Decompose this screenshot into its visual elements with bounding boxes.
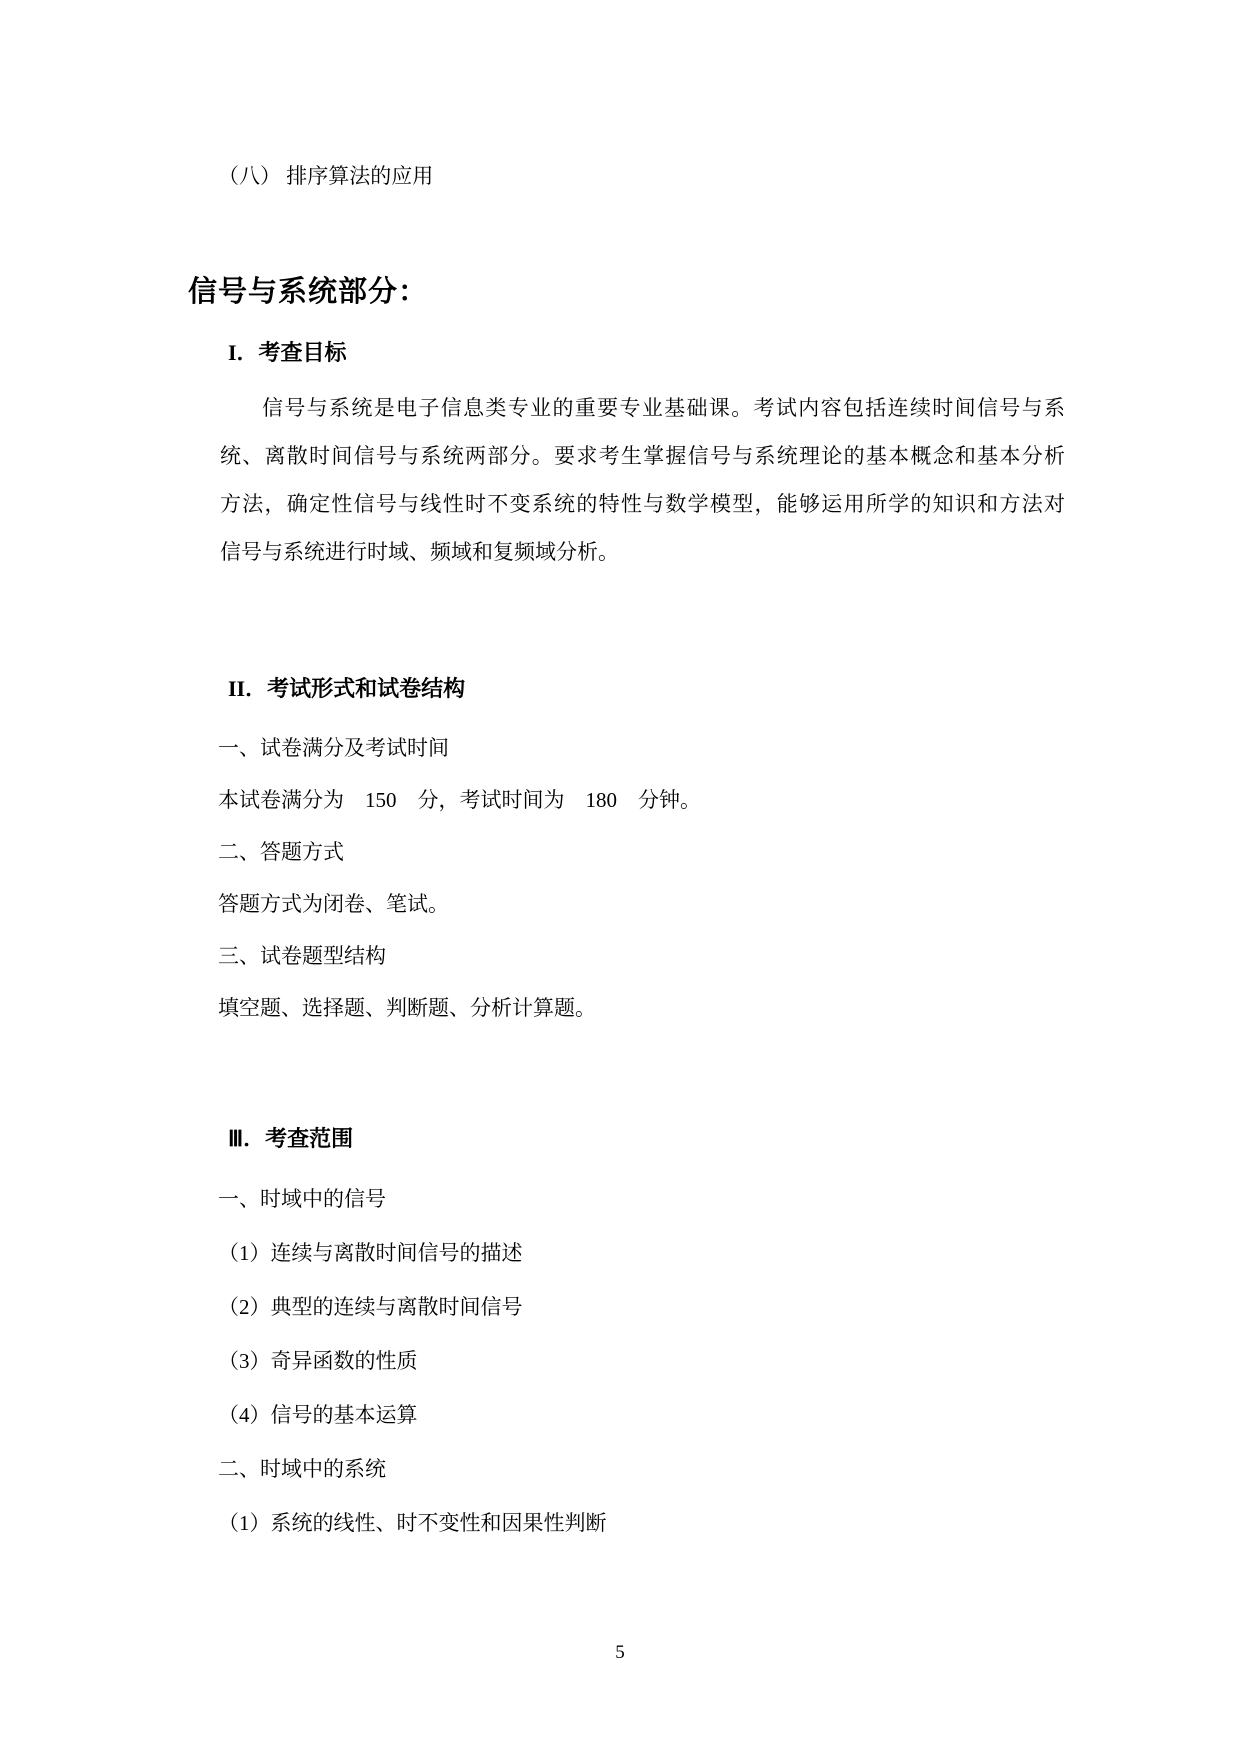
page-number: 5: [615, 1642, 625, 1663]
section-heading-exam-format: II．考试形式和试卷结构: [228, 676, 466, 701]
list-item-sorting-algorithms: （八） 排序算法的应用: [218, 164, 434, 188]
list-item-answer-method-heading: 二、答题方式: [218, 840, 344, 864]
paragraph-line: 统、离散时间信号与系统两部分。要求考生掌握信号与系统理论的基本概念和基本分析: [220, 444, 1065, 468]
section-heading-exam-scope: Ⅲ．考查范围: [228, 1126, 354, 1151]
paragraph-line: 方法，确定性信号与线性时不变系统的特性与数学模型，能够运用所学的知识和方法对: [220, 492, 1065, 516]
list-item-signal-description: （1）连续与离散时间信号的描述: [218, 1241, 523, 1265]
paragraph-line: 信号与系统是电子信息类专业的重要专业基础课。考试内容包括连续时间信号与系: [262, 396, 1065, 420]
list-item-signals-in-time-domain: 一、时域中的信号: [218, 1187, 386, 1211]
list-item-question-types-heading: 三、试卷题型结构: [218, 944, 386, 968]
part-title-signals-and-systems: 信号与系统部分：: [188, 276, 429, 308]
list-item-system-properties-judgment: （1）系统的线性、时不变性和因果性判断: [218, 1511, 607, 1535]
paragraph-line: 信号与系统进行时域、频域和复频域分析。: [220, 540, 619, 564]
list-item-systems-in-time-domain: 二、时域中的系统: [218, 1457, 386, 1481]
exam-objectives-paragraph: [220, 384, 1065, 576]
section-heading-exam-objectives: I．考查目标: [228, 340, 347, 365]
list-item-typical-signals: （2）典型的连续与离散时间信号: [218, 1295, 523, 1319]
list-item-question-types-value: 填空题、选择题、判断题、分析计算题。: [218, 996, 596, 1020]
list-item-answer-method-value: 答题方式为闭卷、笔试。: [218, 892, 449, 916]
exam-structure-list: [218, 722, 701, 1034]
exam-scope-list: [218, 1172, 607, 1550]
list-item-basic-signal-operations: （4）信号的基本运算: [218, 1403, 418, 1427]
list-item-singularity-functions: （3）奇异函数的性质: [218, 1349, 418, 1373]
list-item-full-score-and-time-value: 本试卷满分为 150 分，考试时间为 180 分钟。: [218, 788, 701, 812]
list-item-full-score-and-time-heading: 一、试卷满分及考试时间: [218, 736, 449, 760]
